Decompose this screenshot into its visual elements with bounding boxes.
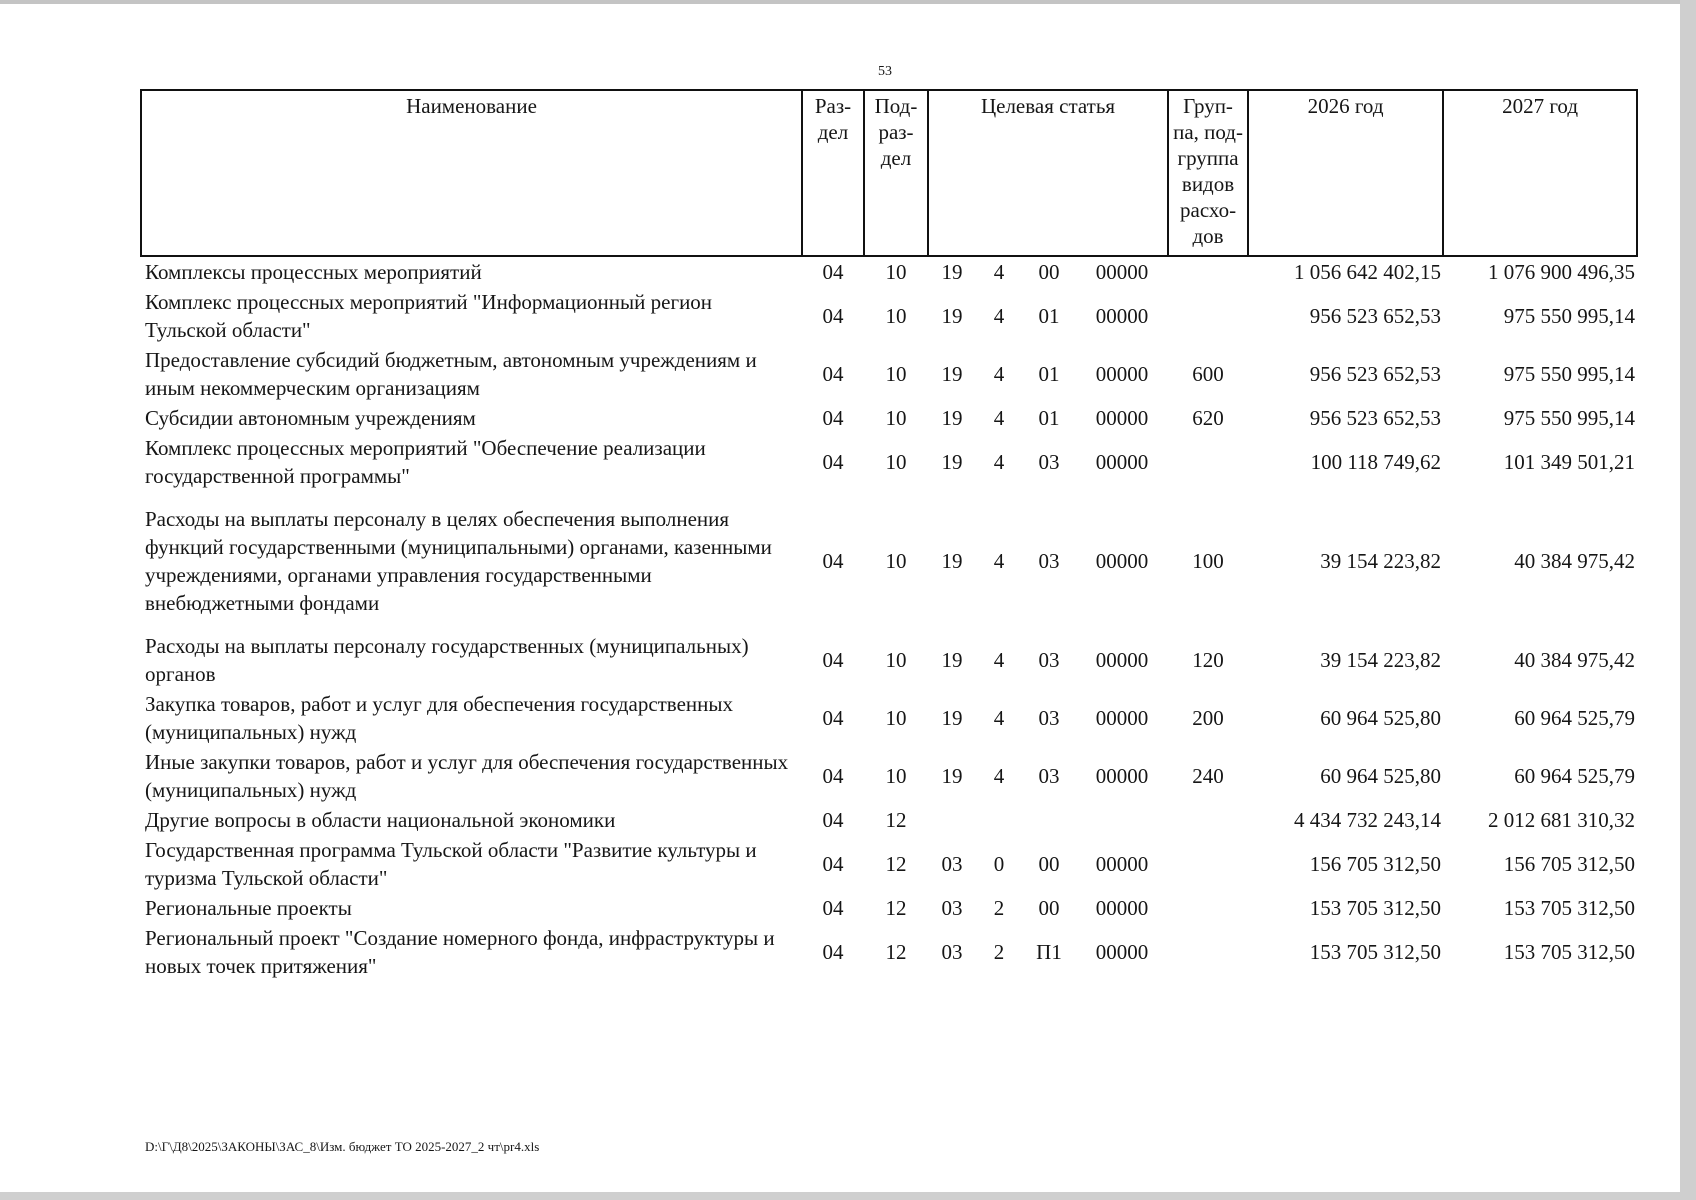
row-target-direction: 00000 [1095,648,1149,672]
row-razdel: 04 [822,648,844,672]
row-amount-2026: 956 523 652,53 [1309,362,1442,386]
row-razdel: 04 [822,764,844,788]
row-razdel: 04 [822,450,844,474]
row-target-type: 4 [993,648,1005,672]
header-gruppa-vidov-rashodov: Груп- па, под- группа видов расхо- дов [1168,90,1248,256]
table-row [141,287,1637,345]
row-amount-2027: 40 384 975,42 [1514,648,1636,672]
row-razdel: 04 [822,896,844,920]
row-expense-group [1168,893,1248,923]
row-target-type: 4 [993,260,1005,284]
row-name: Иные закупки товаров, работ и услуг для обеспечения государственных (муниципальных) нужд [145,750,789,802]
row-target-subprogram [1022,805,1076,835]
row-target-subprogram: 01 [1038,362,1060,386]
row-target-program [928,805,976,835]
row-target-direction: 00000 [1095,764,1149,788]
row-target-subprogram: П1 [1036,940,1062,964]
row-target-program: 19 [941,706,963,730]
row-target-subprogram: 00 [1038,896,1060,920]
table-body [141,256,1637,981]
row-name: Комплекс процессных мероприятий "Обеспечение реализации государственной программы" [145,436,706,488]
row-amount-2027: 60 964 525,79 [1514,706,1636,730]
header-name: Наименование [141,90,802,256]
row-podrazdel: 10 [885,549,907,573]
row-target-direction: 00000 [1095,896,1149,920]
row-razdel: 04 [822,706,844,730]
row-target-direction: 00000 [1095,406,1149,430]
footer-file-path: D:\Г\Д8\2025\ЗАКОНЫ\ЗАС_8\Изм. бюджет ТО 2025-2027_2 чт\pr4.xls [145,1139,540,1154]
row-expense-group: 620 [1192,406,1224,430]
row-target-subprogram: 00 [1038,852,1060,876]
row-target-program: 03 [941,940,963,964]
row-podrazdel: 12 [885,852,907,876]
row-name: Государственная программа Тульской области "Развитие культуры и туризма Тульской области" [145,838,757,890]
row-razdel: 04 [822,304,844,328]
header-2027: 2027 год [1443,90,1637,256]
row-target-program: 19 [941,450,963,474]
row-expense-group [1168,287,1248,345]
row-target-program: 19 [941,764,963,788]
row-podrazdel: 10 [885,706,907,730]
row-razdel: 04 [822,852,844,876]
row-target-type: 4 [993,362,1005,386]
row-expense-group: 600 [1192,362,1224,386]
row-target-direction: 00000 [1095,852,1149,876]
table-row [141,631,1637,689]
row-amount-2026: 4 434 732 243,14 [1294,808,1442,832]
row-amount-2027: 40 384 975,42 [1514,549,1636,573]
row-target-program: 19 [941,549,963,573]
row-amount-2026: 100 118 749,62 [1310,450,1442,474]
row-expense-group [1168,805,1248,835]
row-target-direction: 00000 [1095,706,1149,730]
row-podrazdel: 12 [885,940,907,964]
row-amount-2027: 156 705 312,50 [1503,852,1636,876]
row-amount-2026: 60 964 525,80 [1320,764,1442,788]
row-target-direction [1076,805,1168,835]
row-expense-group [1168,433,1248,491]
row-amount-2027: 975 550 995,14 [1503,304,1636,328]
scan-edge-bottom [0,1192,1696,1200]
row-target-subprogram: 03 [1038,764,1060,788]
row-target-subprogram: 03 [1038,549,1060,573]
row-name: Комплекс процессных мероприятий "Информационный регион Тульской области" [145,290,713,342]
row-amount-2027: 975 550 995,14 [1503,406,1636,430]
row-podrazdel: 10 [885,450,907,474]
row-target-type: 4 [993,706,1005,730]
header-2026: 2026 год [1248,90,1443,256]
table-row [141,923,1637,981]
table-row [141,689,1637,747]
row-name: Закупка товаров, работ и услуг для обеспечения государственных (муниципальных) нужд [145,692,734,744]
row-target-subprogram: 03 [1038,706,1060,730]
table-row [141,747,1637,805]
row-target-type: 2 [993,940,1005,964]
row-podrazdel: 10 [885,764,907,788]
row-target-direction: 00000 [1095,260,1149,284]
row-amount-2026: 39 154 223,82 [1320,648,1442,672]
row-target-type [976,805,1022,835]
table-row [141,433,1637,491]
row-target-type: 4 [993,450,1005,474]
row-target-direction: 00000 [1095,362,1149,386]
row-target-direction: 00000 [1095,304,1149,328]
budget-table [140,89,1638,981]
row-target-program: 19 [941,304,963,328]
row-podrazdel: 10 [885,648,907,672]
table-row [141,403,1637,433]
row-expense-group: 200 [1192,706,1224,730]
row-razdel: 04 [822,260,844,284]
header-celevaya-statya: Целевая статья [928,90,1168,256]
row-target-program: 19 [941,648,963,672]
document-page [0,4,1680,1192]
row-target-subprogram: 01 [1038,406,1060,430]
row-name: Региональные проекты [145,896,352,920]
row-target-direction: 00000 [1095,549,1149,573]
row-expense-group: 120 [1192,648,1224,672]
row-name: Расходы на выплаты персоналу в целях обеспечения выполнения функций государственными (муниципальными) органами, казенными учреждениями, органами управления государственными внебюджетными фондами [145,507,772,615]
table-header-row [141,90,1637,256]
row-amount-2027: 153 705 312,50 [1503,896,1636,920]
row-expense-group [1168,835,1248,893]
row-podrazdel: 10 [885,406,907,430]
row-amount-2026: 153 705 312,50 [1309,940,1442,964]
row-target-type: 4 [993,549,1005,573]
scan-edge-right [1680,0,1696,1200]
row-expense-group: 100 [1192,549,1224,573]
row-target-program: 19 [941,260,963,284]
row-target-type: 2 [993,896,1005,920]
row-target-subprogram: 03 [1038,450,1060,474]
row-podrazdel: 10 [885,304,907,328]
row-name: Региональный проект "Создание номерного фонда, инфраструктуры и новых точек притяжения" [145,926,775,978]
page-number: 53 [878,64,892,79]
row-expense-group [1168,923,1248,981]
row-name: Другие вопросы в области национальной экономики [145,808,616,832]
row-name: Расходы на выплаты персоналу государственных (муниципальных) органов [145,634,749,686]
row-target-program: 03 [941,896,963,920]
row-target-type: 4 [993,764,1005,788]
row-target-type: 4 [993,406,1005,430]
row-name: Комплексы процессных мероприятий [145,260,482,284]
row-podrazdel: 12 [885,896,907,920]
row-target-subprogram: 03 [1038,648,1060,672]
row-expense-group [1168,256,1248,287]
row-podrazdel: 10 [885,260,907,284]
table-row [141,835,1637,893]
row-podrazdel: 10 [885,362,907,386]
row-razdel: 04 [822,940,844,964]
row-target-subprogram: 00 [1038,260,1060,284]
row-amount-2027: 60 964 525,79 [1514,764,1636,788]
row-amount-2026: 956 523 652,53 [1309,304,1442,328]
table-row [141,491,1637,631]
row-target-program: 03 [941,852,963,876]
table-row [141,805,1637,835]
row-amount-2026: 153 705 312,50 [1309,896,1442,920]
table-row [141,345,1637,403]
row-razdel: 04 [822,362,844,386]
row-target-program: 19 [941,406,963,430]
row-amount-2027: 975 550 995,14 [1503,362,1636,386]
row-podrazdel: 12 [885,808,907,832]
header-podrazdel: Под- раз- дел [864,90,928,256]
row-amount-2026: 39 154 223,82 [1320,549,1442,573]
row-target-direction: 00000 [1095,450,1149,474]
row-razdel: 04 [822,406,844,430]
row-target-subprogram: 01 [1038,304,1060,328]
row-name: Предоставление субсидий бюджетным, автономным учреждениям и иным некоммерческим организациям [145,348,757,400]
row-target-program: 19 [941,362,963,386]
header-razdel: Раз- дел [802,90,864,256]
row-amount-2027: 101 349 501,21 [1503,450,1636,474]
row-razdel: 04 [822,808,844,832]
row-amount-2026: 1 056 642 402,15 [1294,260,1442,284]
row-amount-2026: 60 964 525,80 [1320,706,1442,730]
row-target-type: 0 [993,852,1005,876]
table-row [141,256,1637,287]
row-name: Субсидии автономным учреждениям [145,406,476,430]
row-amount-2027: 2 012 681 310,32 [1488,808,1636,832]
row-target-direction: 00000 [1095,940,1149,964]
table-row [141,893,1637,923]
row-amount-2027: 153 705 312,50 [1503,940,1636,964]
row-amount-2027: 1 076 900 496,35 [1488,260,1636,284]
row-target-type: 4 [993,304,1005,328]
row-razdel: 04 [822,549,844,573]
row-amount-2026: 156 705 312,50 [1309,852,1442,876]
row-expense-group: 240 [1192,764,1224,788]
row-amount-2026: 956 523 652,53 [1309,406,1442,430]
